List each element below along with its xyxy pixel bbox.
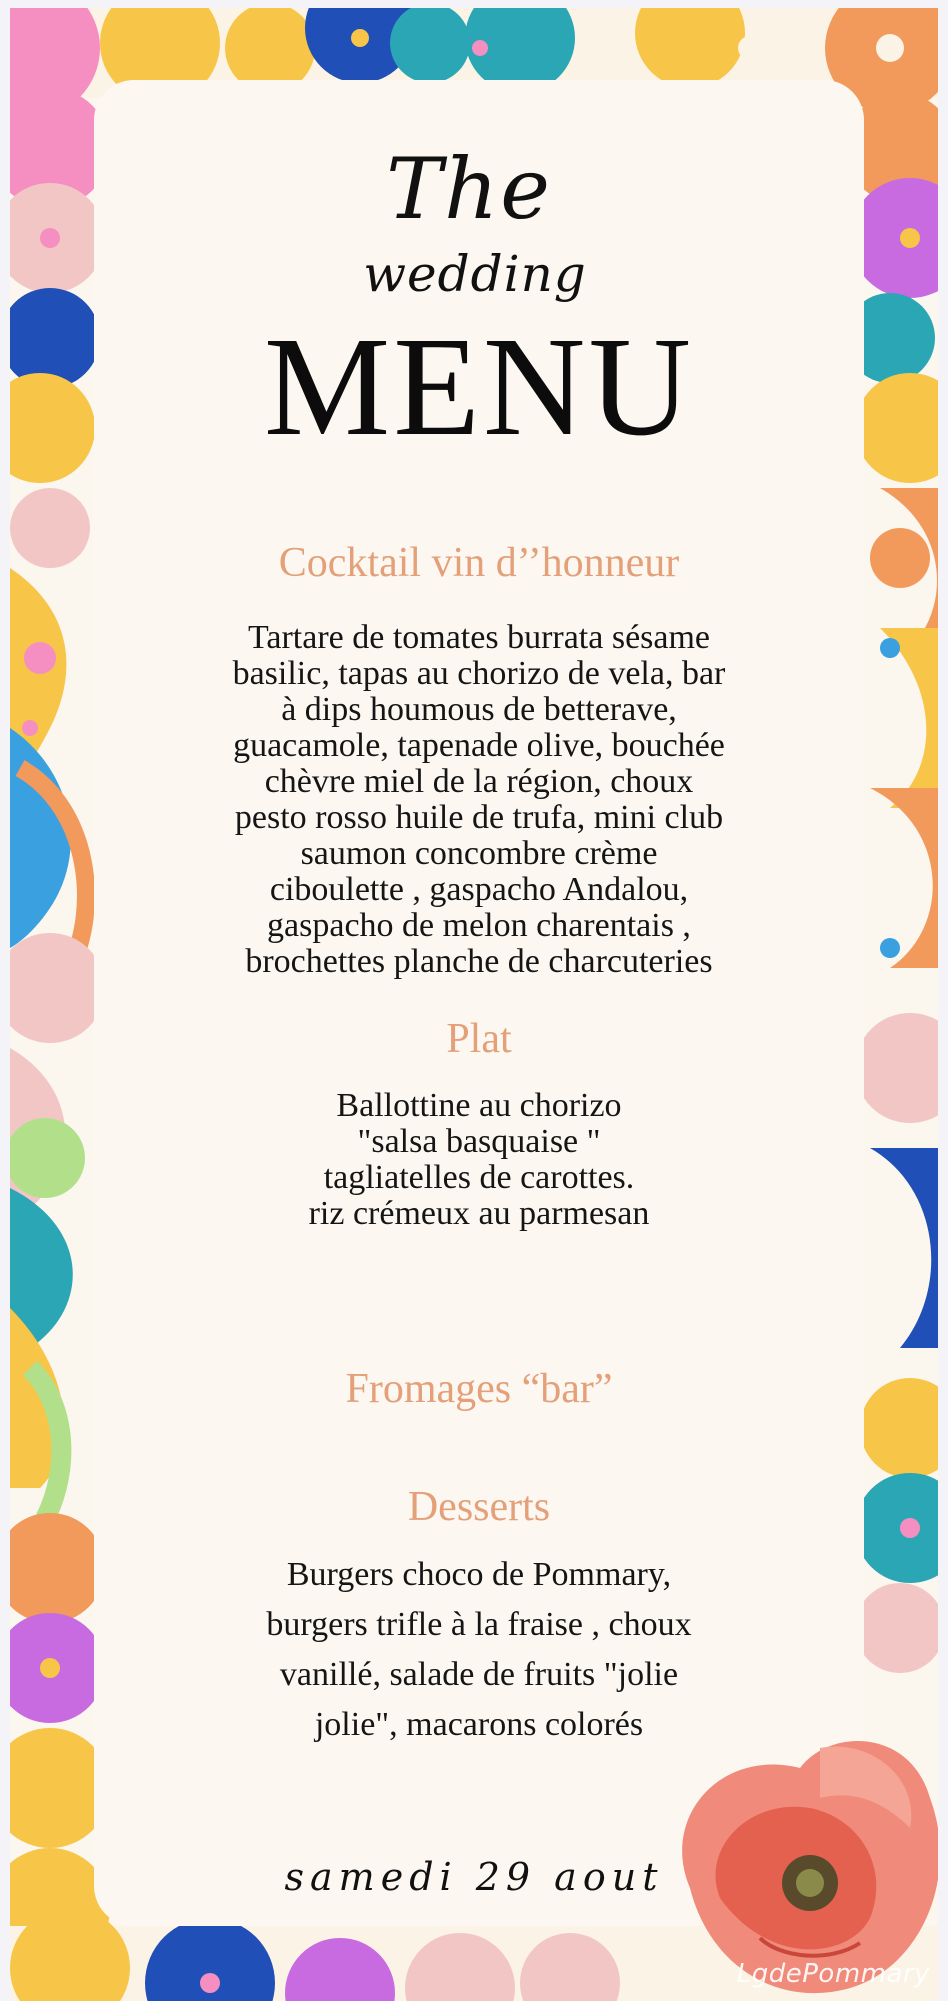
title-wedding: wedding <box>363 245 587 303</box>
section-title-plat: Plat <box>446 1016 512 1062</box>
section-title-desserts: Desserts <box>407 1484 551 1530</box>
poppy-flower-decoration <box>660 1708 938 2001</box>
section-body-desserts: Burgers choco de Pommary, burgers trifle à la fraise , choux vanillé, salade de fruits "jolie jolie", macarons colorés <box>266 1556 692 1743</box>
section-title-cocktail: Cocktail vin d’’honneur <box>278 540 680 586</box>
section-body-cocktail: Tartare de tomates burrata sésame basilic, tapas au chorizo de vela, bar à dips houmous de betterave, guacamole, tapenade olive, bouchée chèvre miel de la région, choux pesto rosso huile de trufa, mini club saumon concombre crème ciboulette , gaspacho Andalou, gaspacho de melon charentais , brochettes planche de charcuteries <box>232 619 726 980</box>
title-menu: MENU <box>263 307 695 465</box>
footer-date: samedi 29 aout <box>284 1855 664 1899</box>
section-body-plat: Ballottine au chorizo "salsa basquaise " tagliatelles de carottes. riz crémeux au parmesan <box>308 1087 650 1232</box>
menu-card-frame <box>10 8 938 2001</box>
menu-card <box>94 80 864 1926</box>
watermark-text: LgdePommary <box>736 1959 930 1989</box>
title-the: The <box>386 140 552 238</box>
section-title-fromages: Fromages “bar” <box>345 1366 613 1412</box>
